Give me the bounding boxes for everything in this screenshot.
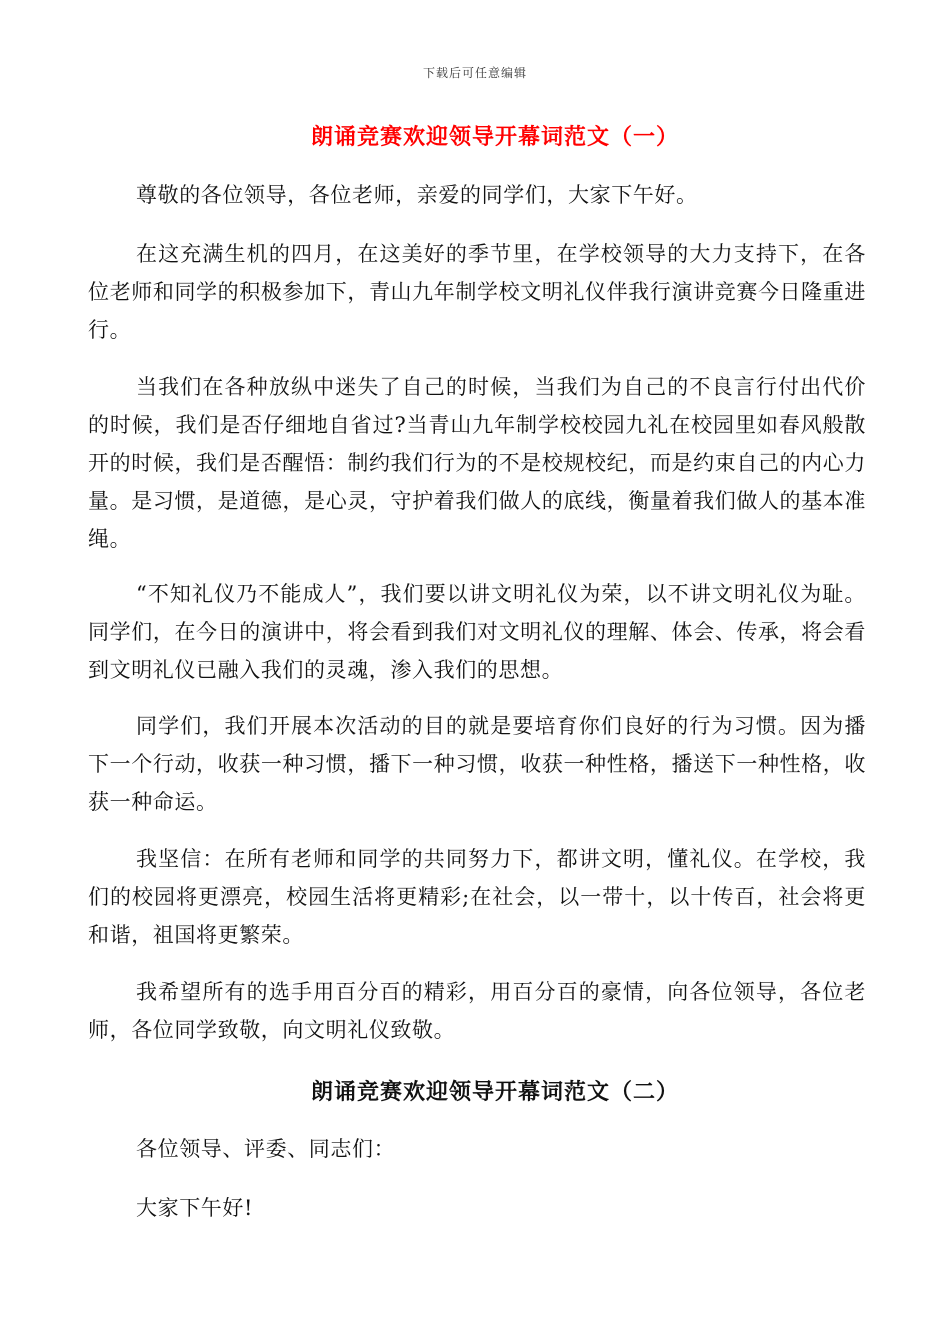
article-1-paragraph-4: “不知礼仪乃不能成人”，我们要以讲文明礼仪为荣，以不讲文明礼仪为耻。同学们，在今日的演讲中，将会看到我们对文明礼仪的理解、体会、传承，将会看到文明礼仪已融入我们的灵魂，渗入我们的思想。 bbox=[88, 582, 866, 682]
article-1-paragraph-6: 我坚信：在所有老师和同学的共同努力下，都讲文明，懂礼仪。在学校，我们的校园将更漂亮，校园生活将更精彩;在社会，以一带十，以十传百，社会将更和谐，祖国将更繁荣。 bbox=[88, 847, 866, 947]
article-1-paragraph-1: 尊敬的各位领导，各位老师，亲爱的同学们，大家下午好。 bbox=[136, 183, 698, 207]
article-2-title: 朗诵竞赛欢迎领导开幕词范文（二） bbox=[310, 1079, 679, 1105]
header-note: 下载后可任意编辑 bbox=[422, 66, 527, 80]
article-1-paragraph-7: 我希望所有的选手用百分百的精彩，用百分百的豪情，向各位领导，各位老师，各位同学致敬，向文明礼仪致敬。 bbox=[88, 980, 866, 1042]
article-1-title: 朗诵竞赛欢迎领导开幕词范文（一） bbox=[310, 124, 679, 150]
article-1-paragraph-2: 在这充满生机的四月，在这美好的季节里，在学校领导的大力支持下，在各位老师和同学的积极参加下，青山九年制学校文明礼仪伴我行演讲竞赛今日隆重进行。 bbox=[88, 242, 866, 342]
article-2-paragraph-1: 各位领导、评委、同志们： bbox=[136, 1137, 396, 1161]
article-1-paragraph-5: 同学们，我们开展本次活动的目的就是要培育你们良好的行为习惯。因为播下一个行动，收获一种习惯，播下一种习惯，收获一种性格，播送下一种性格，收获一种命运。 bbox=[88, 714, 866, 814]
article-2-paragraph-2: 大家下午好! bbox=[136, 1196, 254, 1220]
article-1-paragraph-3: 当我们在各种放纵中迷失了自己的时候，当我们为自己的不良言行付出代价的时候，我们是否仔细地自省过?当青山九年制学校校园九礼在校园里如春风般散开的时候，我们是否醒悟：制约我们行为的不是校规校纪，而是约束自己的内心力量。是习惯，是道德，是心灵，守护着我们做人的底线，衡量着我们做人的基本准绳。 bbox=[88, 375, 866, 551]
